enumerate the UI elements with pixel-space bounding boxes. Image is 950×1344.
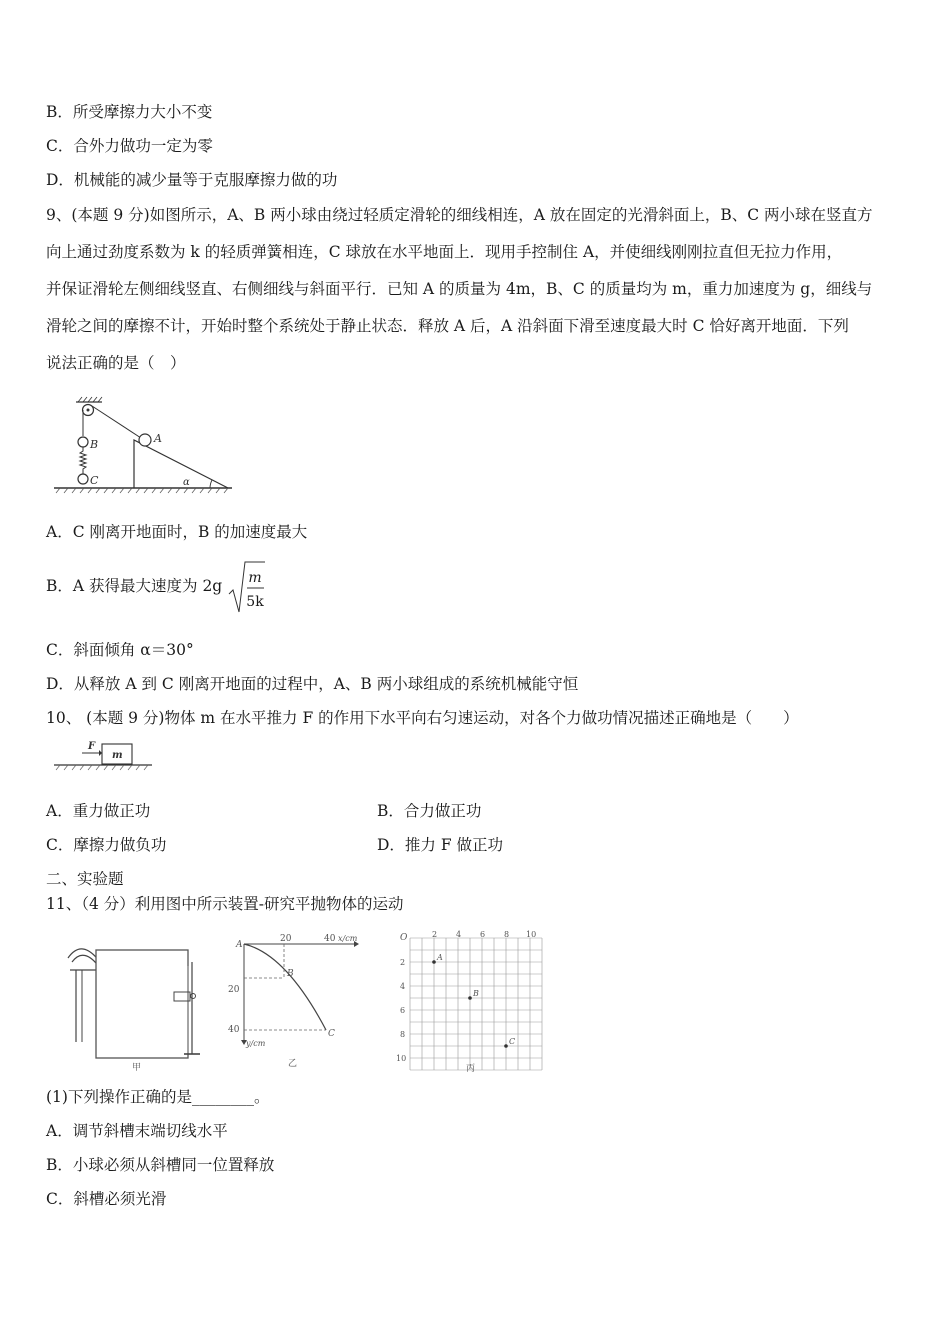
q11-yi-x-tick-40: 40: [324, 934, 336, 944]
q11-bing-point-c: C: [509, 1037, 516, 1046]
q11-bing-x-tick-8: 8: [504, 930, 510, 939]
q9-score: (本题 9 分): [71, 206, 150, 224]
q8-option-c: C．合外力做功一定为零: [46, 137, 213, 155]
q9-fig-label-c: C: [90, 474, 99, 487]
section-title: 二、实验题: [46, 870, 124, 888]
q11-fig-caption-jia: 甲: [132, 1063, 142, 1073]
q11-option-b: B．小球必须从斜槽同一位置释放: [46, 1156, 275, 1174]
q11-bing-x-tick-2: 2: [432, 930, 438, 939]
q9-option-a: A．C 刚离开地面时，B 的加速度最大: [46, 523, 308, 541]
q11-sub1: (1)下列操作正确的是________。: [46, 1088, 270, 1106]
q11-bing-y-tick-10: 10: [396, 1054, 407, 1063]
q11-yi-x-label: x/cm: [338, 934, 358, 943]
q11-yi-y-tick-20: 20: [228, 985, 240, 995]
q11-bing-y-tick-6: 6: [400, 1006, 406, 1015]
q11-yi-origin-label: A: [236, 940, 243, 950]
q10-block-figure: [52, 738, 154, 774]
q9-stem-line-2: 向上通过劲度系数为 k 的轻质弹簧相连，C 球放在水平地面上．现用手控制住 A，并使细线刚刚拉直但无拉力作用，: [46, 243, 843, 261]
q9-option-b-denominator: 5k: [246, 594, 264, 610]
q8-option-d: D．机械能的减少量等于克服摩擦力做的功: [46, 171, 338, 189]
q8-option-b: B．所受摩擦力大小不变: [46, 103, 213, 121]
q9-option-b-sqrt: [227, 560, 267, 614]
q11-yi-point-b: B: [287, 969, 294, 979]
q11-bing-dot-b: [468, 996, 472, 1000]
q9-number: 9、: [46, 206, 72, 224]
q11-bing-x-tick-6: 6: [480, 930, 486, 939]
q11-option-a: A．调节斜槽末端切线水平: [46, 1122, 228, 1140]
q10-stem: 10、 (本题 9 分)物体 m 在水平推力 F 的作用下水平向右匀速运动，对各个力做功情况描述正确地是（ ）: [46, 709, 799, 727]
q9-stem-line-3: 并保证滑轮左侧细线竖直、右侧细线与斜面平行．已知 A 的质量为 4m，B、C 的质量均为 m，重力加速度为 g，细线与: [46, 280, 873, 298]
q10-option-d: D．推力 F 做正功: [377, 836, 504, 854]
q11-bing-origin-label: O: [400, 933, 408, 943]
q9-option-c: C．斜面倾角 α＝30°: [46, 641, 194, 659]
q11-bing-dot-c: [504, 1044, 508, 1048]
q9-stem-text-1: 如图所示，A、B 两小球由绕过轻质定滑轮的细线相连，A 放在固定的光滑斜面上，B、C 两小球在竖直方: [149, 206, 873, 224]
q11-bing-dot-a: [432, 960, 436, 964]
q9-pulley-incline-figure: [50, 396, 235, 496]
q11-bing-point-b: B: [473, 989, 479, 998]
q9-stem-line-5: 说法正确的是（ ）: [46, 354, 186, 372]
q10-option-a: A．重力做正功: [46, 802, 151, 820]
q11-option-c: C．斜槽必须光滑: [46, 1190, 167, 1208]
q9-fig-label-a: A: [154, 432, 162, 445]
q9-fig-label-b: B: [90, 438, 99, 451]
q9-option-b-prefix: B．A 获得最大速度为 2g: [46, 577, 223, 595]
q11-fig-caption-bing: 丙: [466, 1064, 476, 1074]
q9-stem-line-4: 滑轮之间的摩擦不计，开始时整个系统处于静止状态．释放 A 后，A 沿斜面下滑至速度最大时 C 恰好离开地面．下列: [46, 317, 849, 335]
q10-option-c: C．摩擦力做负功: [46, 836, 167, 854]
q11-bing-y-tick-8: 8: [400, 1030, 406, 1039]
q10-fig-label-f: F: [88, 741, 96, 752]
q11-figure-jia: [62, 936, 212, 1076]
q9-stem-line-1: [46, 205, 873, 225]
q10-option-b: B．合力做正功: [377, 802, 482, 820]
q11-yi-y-tick-40: 40: [228, 1025, 240, 1035]
q11-bing-y-tick-4: 4: [400, 982, 406, 991]
q11-bing-point-a: A: [437, 953, 443, 962]
q10-fig-label-m: m: [112, 750, 123, 761]
q11-yi-x-tick-20: 20: [280, 934, 292, 944]
q11-bing-y-tick-2: 2: [400, 958, 406, 967]
q11-bing-x-tick-10: 10: [526, 930, 537, 939]
q9-option-b: [46, 558, 267, 614]
q9-option-b-numerator: m: [248, 570, 262, 586]
q11-yi-y-label: y/cm: [246, 1039, 266, 1048]
q9-fig-label-alpha: α: [183, 477, 190, 488]
q9-option-d: D．从释放 A 到 C 刚离开地面的过程中，A、B 两小球组成的系统机械能守恒: [46, 675, 579, 693]
q11-bing-x-tick-4: 4: [456, 930, 462, 939]
q11-yi-point-c: C: [328, 1029, 335, 1039]
q11-fig-caption-yi: 乙: [288, 1059, 298, 1069]
q11-figure-yi: [226, 932, 362, 1072]
q11-stem: 11、（4 分）利用图中所示装置-研究平抛物体的运动: [46, 895, 404, 913]
q11-figure-bing: [392, 928, 544, 1074]
